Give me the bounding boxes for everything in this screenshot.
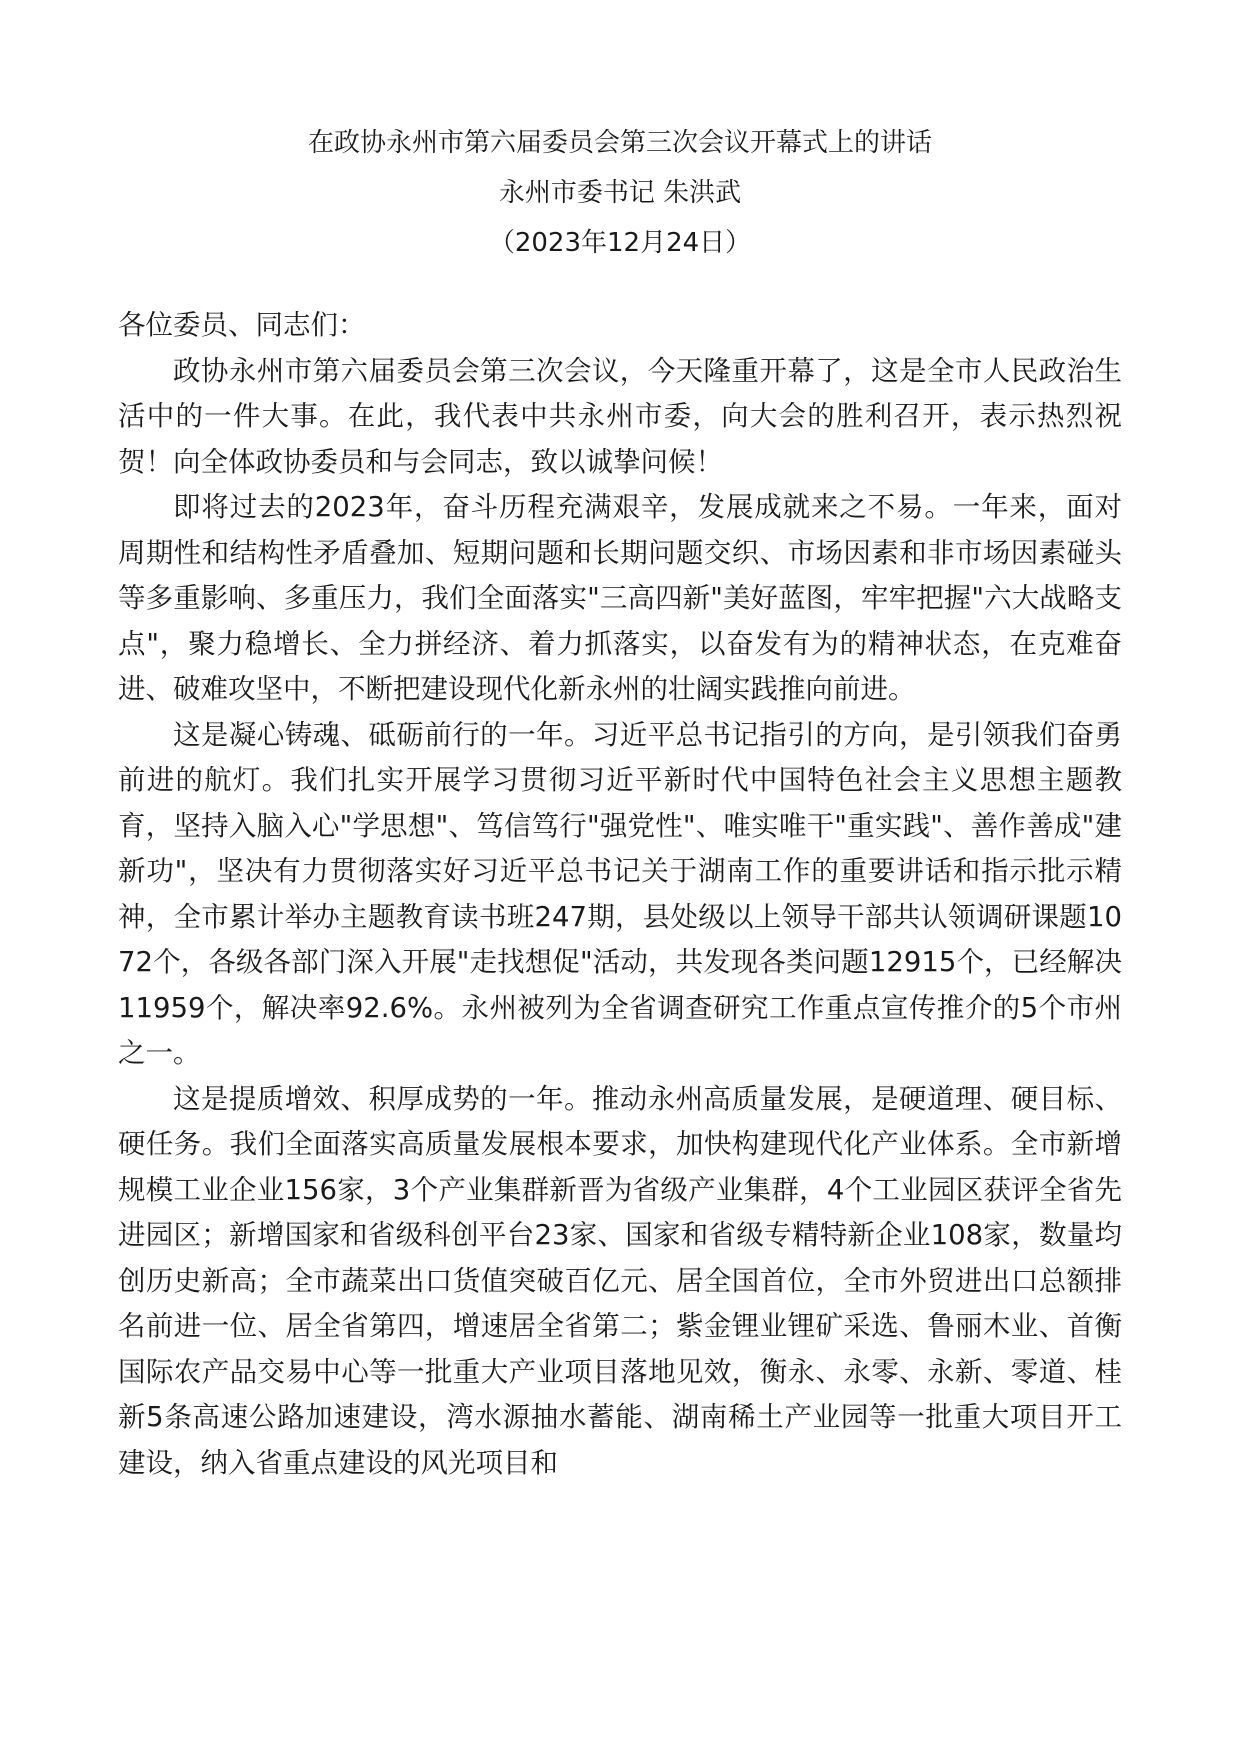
document-body xyxy=(118,349,1122,1487)
salutation: 各位委员、同志们： xyxy=(118,309,366,341)
document-title: 在政协永州市第六届委员会第三次会议开幕式上的讲话 xyxy=(307,128,932,158)
paragraph-development: 这是提质增效、积厚成势的一年。推动永州高质量发展，是硬道理、硬目标、硬任务。我们全面落实高质量发展根本要求，加快构建现代化产业体系。全市新增规模工业企业156家，3个产业集群新晋为省级产业集群，4个工业园区获评全省先进园区；新增国家和省级科创平台23家、国家和省级专精特新企业108家，数量均创历史新高；全市蔬菜出口货值突破百亿元、居全国首位，全市外贸进出口总额排名前进一位、居全省第四，增速居全省第二；紫金锂业锂矿采选、鲁丽木业、首衡国际农产品交易中心等一批重大产业项目落地见效，衡永、永零、永新、零道、桂新5条高速公路加速建设，湾水源抽水蓄能、湖南稀土产业园等一批重大项目开工建设，纳入省重点建设的风光项目和 xyxy=(118,1082,1122,1479)
document-speaker: 永州市委书记 朱洪武 xyxy=(498,178,742,208)
document-date: （2023年12月24日） xyxy=(488,228,752,258)
document-header xyxy=(118,118,1122,268)
paragraph-ideology: 这是凝心铸魂、砥砺前行的一年。习近平总书记指引的方向，是引领我们奋勇前进的航灯。我们扎实开展学习贯彻习近平新时代中国特色社会主义思想主题教育，坚持入脑入心"学思想"、笃信笃行"强党性"、唯实唯干"重实践"、善作善成"建新功"，坚决有力贯彻落实好习近平总书记关于湖南工作的重要讲话和指示批示精神，全市累计举办主题教育读书班247期，县处级以上领导干部共认领调研课题1072个，各级各部门深入开展"走找想促"活动，共发现各类问题12915个，已经解决11959个，解决率92.6%。永州被列为全省调查研究工作重点宣传推介的5个市州之一。 xyxy=(118,718,1122,1069)
paragraph-year-review: 即将过去的2023年，奋斗历程充满艰辛，发展成就来之不易。一年来，面对周期性和结构性矛盾叠加、短期问题和长期问题交织、市场因素和非市场因素碰头等多重影响、多重压力，我们全面落实"三高四新"美好蓝图，牢牢把握"六大战略支点"，聚力稳增长、全力拼经济、着力抓落实，以奋发有为的精神状态，在克难奋进、破难攻坚中，不断把建设现代化新永州的壮阔实践推向前进。 xyxy=(118,491,1122,705)
paragraph-opening: 政协永州市第六届委员会第三次会议，今天隆重开幕了，这是全市人民政治生活中的一件大事。在此，我代表中共永州市委，向大会的胜利召开，表示热烈祝贺！向全体政协委员和与会同志，致以诚挚问候！ xyxy=(118,354,1122,478)
